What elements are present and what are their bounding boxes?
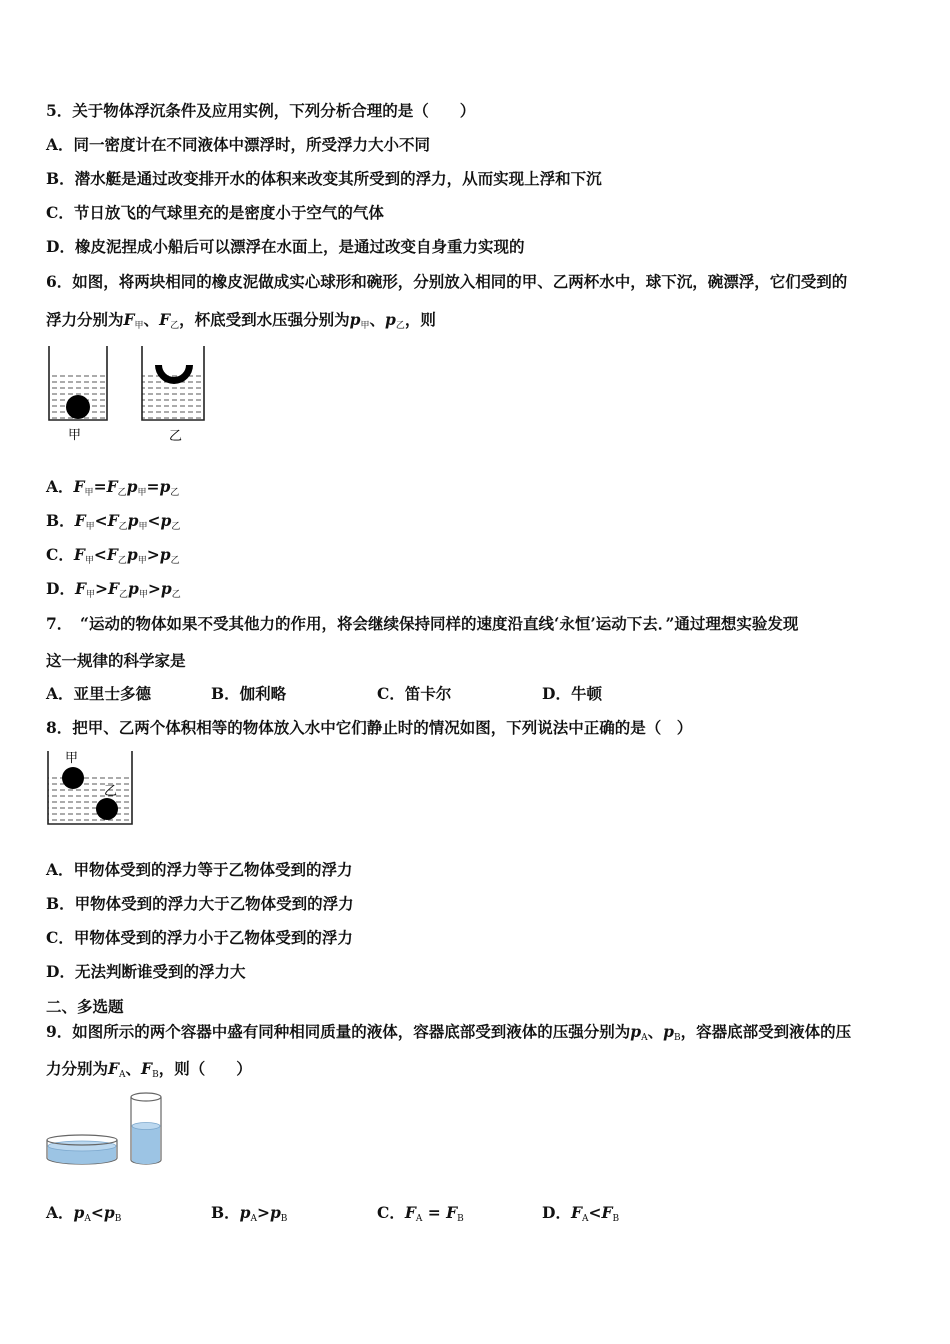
q9-stem-line1: 9．如图所示的两个容器中盛有同种相同质量的液体，容器底部受到液体的压强分别为$p_A$、$p_B$，容器底部受到液体的压 [46, 1022, 852, 1043]
q8-option-d: D．无法判断谁受到的浮力大 [46, 962, 246, 981]
q9-options [46, 1203, 896, 1225]
q8-option-b: B．甲物体受到的浮力大于乙物体受到的浮力 [46, 894, 354, 913]
solid-sphere [66, 395, 90, 419]
object-label-jia: 甲 [65, 751, 79, 766]
q5-option-a: A．同一密度计在不同液体中漂浮时，所受浮力大小不同 [46, 135, 431, 154]
q9-option-c: C．$F_A = F_B$ [377, 1203, 464, 1224]
q8-beaker-figure [44, 745, 136, 829]
q6-stem-line2: 浮力分别为$F_甲$、$F_乙$，杯底受到水压强分别为$p_甲$、$p_乙$，则 [46, 310, 436, 331]
object-yi [96, 798, 118, 820]
q7-option-d: D．牛顿 [542, 684, 602, 703]
q5-option-d: D．橡皮泥捏成小船后可以漂浮在水面上，是通过改变自身重力实现的 [46, 237, 525, 256]
beaker-yi [142, 346, 204, 420]
q7-option-a: A．亚里士多德 [46, 684, 152, 703]
container-b [131, 1093, 161, 1164]
q9-option-a: A．$p_A<p_B$ [46, 1203, 122, 1224]
object-label-yi: 乙 [104, 784, 118, 799]
q6-option-c: C．$F_甲<F_乙p_甲>p_乙$ [46, 545, 180, 566]
section-heading: 二、多选题 [46, 997, 124, 1016]
q8-option-a: A．甲物体受到的浮力等于乙物体受到的浮力 [46, 860, 353, 879]
container-a [47, 1135, 117, 1164]
q6-beakers-figure [44, 343, 214, 446]
beaker-label-yi: 乙 [169, 429, 183, 444]
q6-option-d: D．$F_甲>F_乙p_甲>p_乙$ [46, 579, 181, 600]
q9-option-b: B．$p_A>p_B$ [211, 1203, 288, 1224]
beaker-label-jia: 甲 [68, 428, 82, 443]
q7-stem-line1: 7． “运动的物体如果不受其他力的作用，将会继续保持同样的速度沿直线‘永恒’运动下去．”通过理想实验发现 [46, 614, 799, 633]
q7-options [46, 684, 896, 704]
q9-option-d: D．$F_A<F_B$ [542, 1203, 620, 1224]
q5-option-c: C．节日放飞的气球里充的是密度小于空气的气体 [46, 203, 384, 222]
beaker-jia [49, 346, 107, 420]
q9-containers-figure [44, 1090, 169, 1170]
q5-option-b: B．潜水艇是通过改变排开水的体积来改变其所受到的浮力，从而实现上浮和下沉 [46, 169, 602, 188]
q8-stem: 8．把甲、乙两个体积相等的物体放入水中它们静止时的情况如图，下列说法中正确的是（ ） [46, 718, 693, 737]
q5-stem: 5．关于物体浮沉条件及应用实例，下列分析合理的是（ ） [46, 101, 476, 120]
object-jia [62, 767, 84, 789]
q9-stem-line2: 力分别为$F_A$、$F_B$，则（ ） [46, 1059, 252, 1080]
q8-option-c: C．甲物体受到的浮力小于乙物体受到的浮力 [46, 928, 353, 947]
q6-option-b: B．$F_甲<F_乙p_甲<p_乙$ [46, 511, 181, 532]
q7-stem-line2: 这一规律的科学家是 [46, 651, 186, 670]
q7-option-c: C．笛卡尔 [377, 684, 452, 703]
q6-option-a: A．$F_甲=F_乙p_甲=p_乙$ [46, 477, 180, 498]
q7-option-b: B．伽利略 [211, 684, 287, 703]
q6-stem-line1: 6．如图，将两块相同的橡皮泥做成实心球形和碗形，分别放入相同的甲、乙两杯水中，球下沉，碗漂浮，它们受到的 [46, 272, 848, 291]
